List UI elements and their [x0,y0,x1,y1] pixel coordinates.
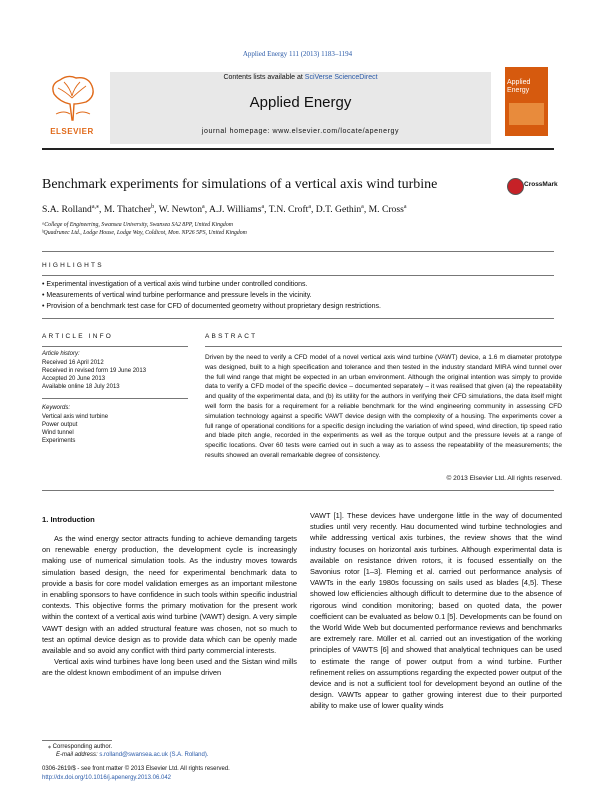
affiliation: ᵃCollege of Engineering, Swansea University, Swansea SA2 8PP, United Kingdom [42,222,233,228]
author-list: S.A. Rolland$^{a,⁎}$, M. Thatcher$^b$, W. Newton$^a$, A.J. Williams$^a$, T.N. Croft$^a$, D.T. Gethin$^a$, M. Cross$^a$ [42,204,407,216]
journal-title: Applied Energy [249,94,352,111]
elsevier-tree-icon [46,74,98,122]
abstract-text: Driven by the need to verify a CFD model of a novel vertical axis wind turbine (VAWT) device, a 1.6 m diameter prototype was designed, built to a high specification and tolerance and then tested in the industry standard MIRA wind tunnel over the full wind range that might be expected in an urban environment. Although the original intention was simply to provide data to verify a CFD model of the specific device – documented separately – it was realised that given (a) the repeatability and quality of the experimental data, and (b) its utility for the authors in verifying their CFD simulations, the data itself might well form the basis for a requirement for a reliable benchmark for the wind engineering community in assessing CFD simulation technology against a specific VAWT device design with the complexity of a housing. The experiments cover a full range of operational conditions for a specific design including the variation of wind speed, wind direction, tip speed ratio and blade pitch angle, recorded in the experiments as well as the torque output and the pressure levels at a range of specific locations. Over 60 tests were carried out in such a way as to assess the repeatability of the measurements; the results showed an overall remarkable degree of consistency. [205,354,562,459]
journal-citation[interactable]: Applied Energy 111 (2013) 1183–1194 [242,50,353,58]
author[interactable]: S.A. Rolland$^{a,⁎}$ [42,204,100,216]
highlights-heading: HIGHLIGHTS [42,262,104,269]
elsevier-logo [42,70,102,140]
footnote-rule [42,740,112,741]
crossmark-icon [507,178,524,195]
body-paragraph: Vertical axis wind turbines have long been used and the Sistan wind mills are the oldest known embodiment of an impulse driven [42,657,297,678]
crossmark-label: CrossMark [524,181,558,188]
contents-prefix: Contents lists available at [223,74,303,81]
cover-graphic [509,103,544,125]
right-column [310,510,562,712]
left-column [42,533,297,679]
author[interactable]: M. Thatcher$^b$ [103,204,155,216]
author[interactable]: A.J. Williams$^a$ [209,204,265,216]
highlight-item: • Experimental investigation of a vertical axis wind turbine under controlled conditions. [42,281,308,288]
divider [42,318,554,319]
history-item: Accepted 20 June 2013 [42,376,106,382]
keywords-label: Keywords: [42,405,71,411]
author[interactable]: D.T. Gethin$^a$ [315,204,364,216]
history-label: Article history: [42,351,80,357]
body-paragraph: As the wind energy sector attracts funding to achieve demanding targets on renewable energy production, the development cycle is increasingly making use of numerical simulation tools. As the industry moves towards simulation based design, the need for experimental benchmark data to provide a basis for core model validation emerges as an important milestone in enabling sponsors to have confidence in such tools within specific industrial contexts. This objective forms the primary motivation for the present work within the context of a vertical axis wind turbine (VAWT) design. A very simple VAWT design with an added structural feature was chosen, not so much to test an optimal device design as to provide data which can be openly made available and so avoid any conflict with third party commercial interests. [42,534,297,656]
keyword[interactable]: Vertical axis wind turbine [42,414,109,420]
divider [42,346,188,347]
journal-cover-image [505,67,548,136]
keyword[interactable]: Power output [42,422,78,428]
corresponding-author: ⁎ Corresponding author. [48,744,113,750]
journal-homepage[interactable]: journal homepage: www.elsevier.com/locate/apenergy [201,128,400,135]
sciencedirect-link[interactable]: SciVerse ScienceDirect [304,74,378,81]
email-line: E-mail address: s.rolland@swansea.ac.uk (S.A. Rolland). [56,752,209,758]
paper-title: Benchmark experiments for simulations of a vertical axis wind turbine [42,177,438,192]
issn-line: 0306-2619/$ - see front matter © 2013 Elsevier Ltd. All rights reserved. [42,766,230,772]
author[interactable]: M. Cross$^a$ [368,204,407,216]
body-paragraph: VAWT [1]. These devices have undergone little in the way of documented studies until very recently. Hau documented wind turbine technologies and while addressing vertical axis turbines, the review shows that the wind industry focuses on horizontal axis turbines. Although experimental data is available on resistance driven rotors, it is focused essentially on the Savonius rotor [1–3]. Fleming et al. carried out performance analysis of VAWTs in the early 1980s focussing on sails used as blades [4,5]. These showed low efficiencies although difficult to determine due to the absence of rigorous wind condition monitoring; based on quoted data, the power coefficient can be evaluated as below 0.1 [5]. Developments can be found on the World Wide Web but documented performance reviews and benchmarks are extremely rare. Müller et al. carried out an investigation of the working principles of VAWTS [6] and showed that analytical techniques can be used to estimate the range of power output from a wind turbine. Further refinement relies on assumptions regarding the expected power output of the device and is not a sufficient tool for development beyond an outline of the design. VAWTs appear to gather growing interest due to their purported ability to make use of lower quality winds [310,511,562,711]
highlight-item: • Provision of a benchmark test case for CFD of documented geometry without proprietary design restrictions. [42,303,382,310]
author[interactable]: W. Newton$^a$ [158,204,205,216]
history-item: Received in revised form 19 June 2013 [42,368,147,374]
doi-link[interactable]: http://dx.doi.org/10.1016/j.apenergy.2013.06.042 [42,775,171,781]
crossmark-badge[interactable] [507,178,558,194]
divider [42,251,554,252]
highlight-item: • Measurements of vertical wind turbine performance and pressure levels in the vicinity. [42,292,312,299]
abstract-heading: ABSTRACT [205,333,258,340]
keyword[interactable]: Experiments [42,438,76,444]
author[interactable]: T.N. Croft$^a$ [268,204,311,216]
divider [205,346,562,347]
copyright-notice: © 2013 Elsevier Ltd. All rights reserved. [446,475,562,482]
history-item: Available online 18 July 2013 [42,384,120,390]
contents-line [110,74,491,81]
keyword[interactable]: Wind tunnel [42,430,74,436]
divider [42,275,554,276]
history-item: Received 16 April 2012 [42,360,104,366]
section-heading: 1. Introduction [42,515,95,524]
article-info-heading: ARTICLE INFO [42,333,114,340]
divider [42,490,554,491]
journal-header [110,72,491,144]
publisher-name: ELSEVIER [50,127,94,136]
affiliation: ᵇQuadrunec Ltd., Lodge House, Lodge Way, Coldicot, Mon. NP26 5PS, United Kingdom [42,230,247,236]
divider [42,398,188,399]
email-link[interactable]: s.rolland@swansea.ac.uk (S.A. Rolland). [99,752,209,758]
header-rule [42,148,554,150]
cover-title: Applied Energy [507,79,531,94]
